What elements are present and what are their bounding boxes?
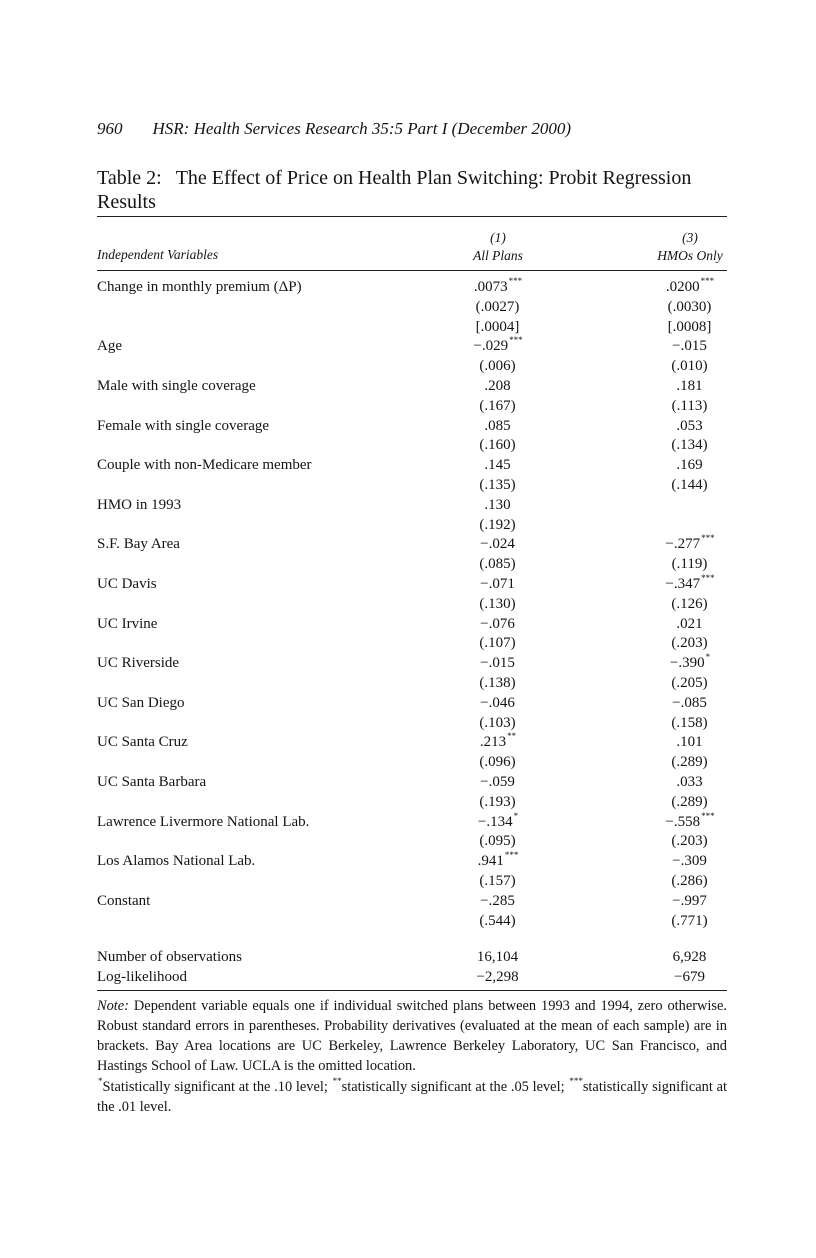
all-plans-value [438,437,558,454]
all-plans-value [438,358,558,375]
all-plans-value-text: −.059 [480,774,515,790]
hmos-only-value [630,853,750,870]
all-plans-value [438,731,558,751]
summary-row [0,949,816,969]
table-row [0,794,816,814]
all-plans-value [438,893,558,910]
hmos-only-value [630,457,750,474]
hmos-only-value-text: .101 [676,734,703,751]
hmos-only-value-text: .053 [676,417,703,434]
table-row [0,695,816,715]
row-label-text: UC Santa Cruz [97,734,188,751]
significance-mark: *** [701,533,715,544]
hmos-only-value [630,319,750,336]
hmos-only-value-text: −.558 [665,813,701,830]
hmos-only-value [630,477,750,494]
sig-text-2: statistically significant at the .05 level; [341,1079,569,1095]
all-plans-value [438,576,558,593]
all-plans-value [438,616,558,633]
hmos-only-value [630,616,750,633]
table-row [0,774,816,794]
hmos-only-value-text: (.126) [671,595,708,612]
col3-header [630,229,750,265]
all-plans-value [438,833,558,850]
hmos-only-value-text: (.119) [671,556,708,573]
hmos-only-value-text: (.203) [671,833,708,850]
hmos-only-value [630,913,750,930]
table-row [0,299,816,319]
all-plans-value [438,477,558,494]
hmos-only-value-text: −.015 [672,338,707,355]
hmos-only-value [630,533,750,553]
hmos-only-value [630,635,750,652]
journal-title: HSR: Health Services Research 35:5 Part I (December 2000) [152,119,572,138]
row-label [97,734,188,751]
hmos-only-value [630,418,750,435]
table-row [0,573,816,596]
row-label-text: UC Riverside [97,655,180,672]
row-label-text: Change in monthly premium (ΔP) [97,279,302,295]
table-row [0,652,816,675]
hmos-only-value-text: (.289) [671,754,708,771]
col1-header [438,229,558,265]
sig-mark-3: *** [569,1076,583,1086]
hmos-only-value [630,949,750,966]
table-row [0,556,816,576]
all-plans-value-text: .941 [477,853,504,870]
hmos-only-value [630,573,750,593]
row-label [97,814,309,831]
running-head [97,119,571,139]
significance-mark: * [705,652,711,663]
row-label-text: Female with single coverage [97,417,270,434]
hmos-only-value-text: .021 [676,615,703,632]
table-row [0,754,816,774]
hmos-only-value-text: (.010) [671,358,708,375]
hmos-only-value [630,358,750,375]
table-row [0,635,816,655]
table-row [0,810,816,834]
hmos-only-value [630,873,750,890]
row-label [97,378,256,395]
all-plans-value-text: −.046 [480,694,515,711]
all-plans-value-text: (.193) [479,793,516,810]
all-plans-value-text: (.544) [479,912,516,929]
all-plans-value [438,695,558,712]
row-label [97,418,269,435]
hmos-only-value-text: .169 [676,457,703,474]
top-rule [97,216,727,217]
row-label-text: S.F. Bay Area [97,536,180,553]
hmos-only-value-text: (.771) [671,912,708,929]
hmos-only-value [630,652,750,672]
hmos-only-value [630,675,750,692]
all-plans-value [438,517,558,534]
table-row [0,319,816,339]
all-plans-value [438,457,558,474]
table-number: Table 2: [97,167,162,189]
table-caption: The Effect of Price on Health Plan Switching: Probit Regression Results [97,167,692,213]
row-label [97,655,179,672]
table-row [0,398,816,418]
all-plans-value-text: .208 [484,378,511,394]
row-label-text: UC Irvine [97,615,158,632]
all-plans-value [438,398,558,415]
all-plans-value [438,319,558,336]
all-plans-value-text: (.167) [479,397,516,414]
all-plans-value-text: .145 [484,457,511,474]
significance-legend [97,1077,727,1117]
table-row [0,477,816,497]
hmos-only-value [630,833,750,850]
row-label [97,338,122,355]
row-label [97,576,157,593]
row-label [97,279,302,296]
all-plans-value [438,754,558,771]
hmos-only-value-text: −.347 [665,576,701,592]
significance-mark: *** [509,335,523,346]
hmos-only-value-text: −.277 [665,536,701,553]
hmos-only-value [630,774,750,791]
hmos-only-value-text: −.309 [672,853,707,870]
all-plans-value [438,774,558,791]
hmos-only-value [630,695,750,712]
all-plans-value-text: (.107) [479,635,516,652]
table-row [0,850,816,873]
hmos-only-value-text: −.390 [669,655,705,672]
all-plans-value-text: 16,104 [476,949,519,965]
header-rule [97,270,727,271]
all-plans-value [438,655,558,672]
table-row [0,517,816,537]
row-label-text: UC Davis [97,576,157,592]
hmos-only-value-text: (.158) [671,714,708,731]
hmos-only-value-text: .181 [676,378,703,394]
all-plans-value [438,635,558,652]
all-plans-value-text: −.071 [480,576,515,592]
row-label [97,616,157,633]
all-plans-value [438,596,558,613]
all-plans-value [438,378,558,395]
row-label-text: Age [97,338,122,355]
hmos-only-value [630,734,750,751]
hmos-only-value [630,556,750,573]
hmos-only-value-text: −.085 [672,694,707,711]
note-lead: Note: [97,998,129,1014]
hmos-only-value-text: −679 [674,969,705,985]
all-plans-value-text: (.135) [479,477,516,493]
all-plans-value [438,715,558,732]
hmos-only-value [630,299,750,316]
hmos-only-value [630,497,750,514]
hmos-only-value-text: .033 [676,774,703,790]
table-row [0,533,816,556]
all-plans-value-text: (.160) [479,437,516,454]
row-label-text: Lawrence Livermore National Lab. [97,813,310,830]
all-plans-value-text: (.096) [479,754,516,771]
hmos-only-value-text: (.205) [671,675,708,691]
hmos-only-value-text: (.0030) [667,298,712,315]
hmos-only-value-text: (.144) [671,477,708,493]
significance-mark: *** [701,810,715,821]
col1-name: All Plans [473,248,523,263]
hmos-only-value-text: .0200 [665,279,700,295]
hmos-only-value [630,893,750,910]
all-plans-value-text: (.095) [479,833,516,850]
all-plans-value-text: −2,298 [476,969,519,985]
table-row [0,418,816,438]
table-row [0,893,816,913]
all-plans-value [438,675,558,692]
hmos-only-value-text: (.113) [671,397,708,414]
hmos-only-value [630,715,750,732]
table-row [0,378,816,398]
row-label-text: Los Alamos National Lab. [97,853,256,870]
all-plans-value-text: (.103) [479,714,516,731]
sig-text-1: Statistically significant at the .10 level; [102,1079,332,1095]
row-label [97,497,181,514]
row-label [97,774,206,791]
hmos-only-value-text: (.286) [671,873,708,889]
sig-mark-1: * [98,1076,103,1086]
table-title [97,166,727,214]
table-row [0,497,816,517]
hmos-only-value-text: (.289) [671,793,708,810]
hmos-only-value [630,754,750,771]
row-label-text: UC San Diego [97,694,185,711]
all-plans-value-text: −.015 [480,655,515,672]
all-plans-value-text: (.085) [479,556,516,573]
all-plans-value [438,335,558,355]
col1-number: (1) [490,230,506,245]
table-row [0,913,816,933]
table-row [0,715,816,735]
all-plans-value [438,418,558,435]
row-label-text: Constant [97,892,151,909]
all-plans-value-text: −.076 [480,615,515,632]
table-row [0,675,816,695]
table-row [0,437,816,457]
table-row [0,457,816,477]
summary-row [0,969,816,989]
table-row [0,358,816,378]
hmos-only-value [630,969,750,986]
independent-variables-header: Independent Variables [97,247,219,262]
row-label [97,949,242,966]
all-plans-value [438,873,558,890]
all-plans-value-text: (.0027) [475,298,520,315]
table-row [0,335,816,358]
row-label-text: Log-likelihood [97,969,187,985]
hmos-only-value [630,338,750,355]
row-label [97,893,150,910]
all-plans-value [438,556,558,573]
all-plans-value-text: .0073 [473,279,508,295]
hmos-only-value [630,437,750,454]
all-plans-value-text: −.134 [477,813,513,830]
table-note [97,996,727,1076]
all-plans-value [438,276,558,296]
hmos-only-value [630,794,750,811]
hmos-only-value [630,378,750,395]
table-row [0,616,816,636]
table-row [0,731,816,754]
row-label-text: Couple with non-Medicare member [97,457,312,474]
bottom-rule [97,990,727,991]
hmos-only-value [630,596,750,613]
all-plans-value [438,949,558,966]
significance-mark: *** [701,573,715,583]
all-plans-value-text: [.0004] [475,318,520,335]
hmos-only-value-text: 6,928 [672,949,707,965]
row-label [97,457,312,474]
row-label-text: Number of observations [97,949,242,965]
significance-mark: *** [508,276,523,286]
all-plans-value [438,497,558,514]
table-row [0,596,816,616]
all-plans-value-text: −.029 [473,338,509,355]
all-plans-value-text: .130 [484,496,511,513]
all-plans-value [438,536,558,553]
hmos-only-value [630,398,750,415]
all-plans-value [438,794,558,811]
row-label [97,969,187,986]
significance-mark: *** [700,276,715,286]
hmos-only-value-text: (.134) [671,437,708,454]
hmos-only-value [630,517,750,534]
hmos-only-value-text: −.997 [672,892,707,909]
all-plans-value [438,969,558,986]
row-label [97,695,185,712]
all-plans-value [438,913,558,930]
sig-mark-2: ** [332,1076,342,1086]
row-label [97,536,180,553]
all-plans-value-text: (.157) [479,873,516,889]
note-text: Dependent variable equals one if individual switched plans between 1993 and 1994, zero otherwise. Robust standard errors in parentheses. Probability derivatives (evaluated at the mean of each sample) are in brackets. Bay Area locations are UC Berkeley, Lawrence Berkeley Laboratory, UC San Francisco, and Hastings School of Law. UCLA is the omitted location. [97,998,727,1074]
all-plans-value-text: (.192) [479,516,516,533]
sig-text-3: statistically significant at the .01 level. [97,1079,728,1115]
all-plans-value-text: (.138) [479,675,516,691]
col3-name: HMOs Only [657,248,723,263]
all-plans-value-text: (.130) [479,595,516,612]
hmos-only-value [630,810,750,831]
significance-mark: * [513,810,519,821]
all-plans-value [438,299,558,316]
significance-mark: ** [507,731,517,742]
table-row [0,833,816,853]
table-row [0,873,816,893]
table-row [0,276,816,299]
row-label-text: Male with single coverage [97,378,256,394]
significance-mark: *** [504,850,519,861]
all-plans-value [438,810,558,831]
page-number: 960 [97,119,123,138]
row-label-text: HMO in 1993 [97,496,182,513]
all-plans-value [438,850,558,870]
hmos-only-value-text: (.203) [671,635,708,652]
hmos-only-value [630,276,750,296]
all-plans-value-text: .213 [479,734,507,751]
hmos-only-value-text: [.0008] [667,318,712,335]
all-plans-value-text: (.006) [479,358,516,375]
row-label [97,853,255,870]
col3-number: (3) [682,230,698,245]
all-plans-value-text: −.024 [480,536,515,553]
all-plans-value-text: −.285 [480,892,515,909]
row-label-text: UC Santa Barbara [97,774,207,790]
all-plans-value-text: .085 [484,417,511,434]
